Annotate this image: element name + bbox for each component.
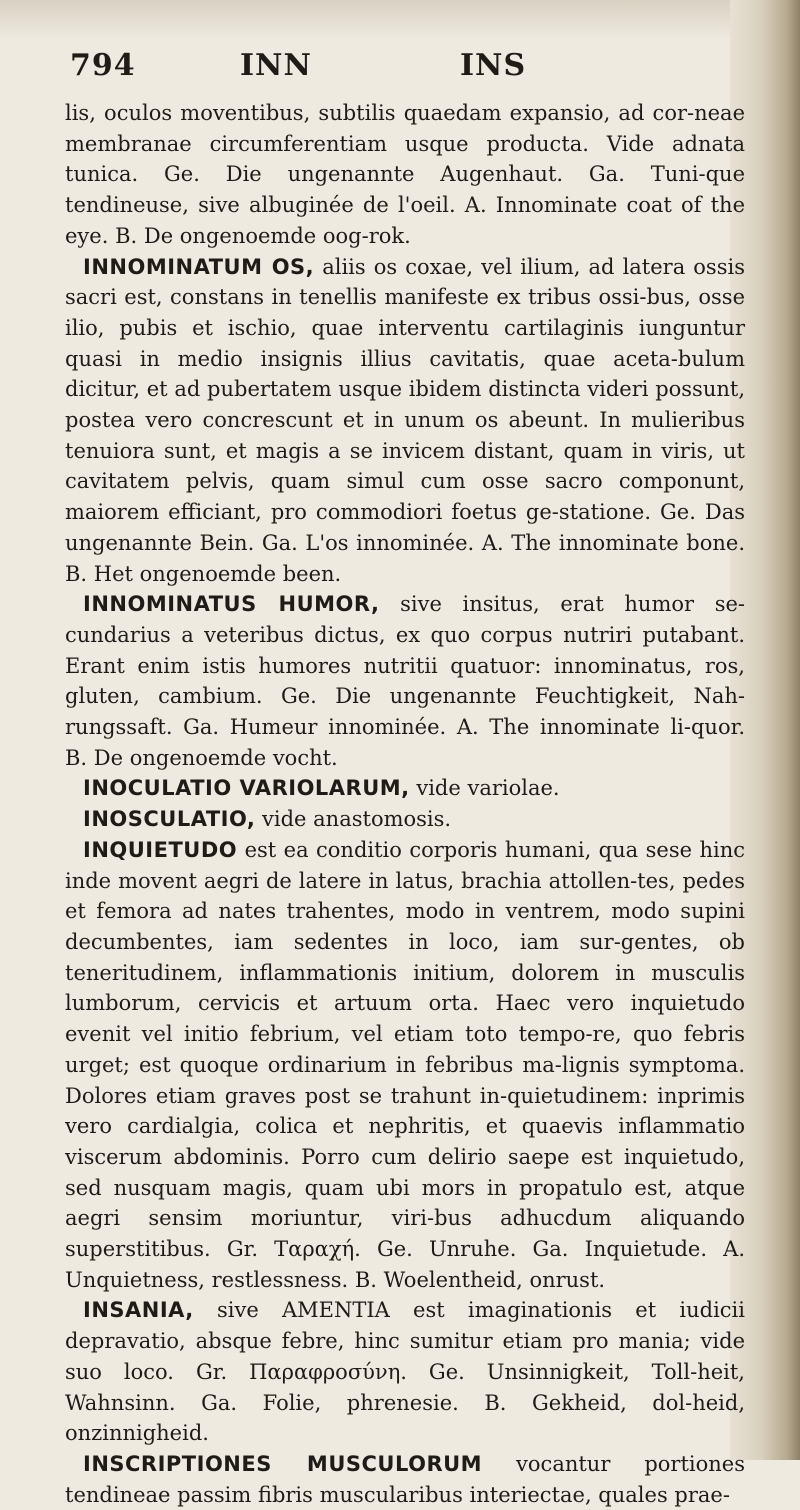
entry-headword: INSANIA, [83,1298,194,1323]
entry-headword: INNOMINATUM OS, [83,254,315,279]
entry-inosculatio [65,804,745,835]
entry-inquietudo [65,835,745,1296]
entry-continuation [65,98,745,252]
entry-text: vide variolae. [416,776,560,801]
page-top-shadow [0,0,800,40]
page-number: 794 [70,48,136,83]
entry-innominatum-os [65,252,745,590]
entry-text: lis, oculos moventibus, subtilis quaedam expansio, ad cor-neae membranae circumferentiam usque producta. Vide adnata tunica. Ge. Die ungenannte Augenhaut. Ga. Tuni-que tendineuse, sive albuginée de l'oeil. A. Innominate coat of the eye. B. De ongenoemde oog-rok. [65,101,745,248]
entry-text: est ea conditio corporis humani, qua sese hinc inde movent aegri de latere in latus, brachia attollen-tes, pedes et femora ad nates trahentes, modo in ventrem, modo supini decumbentes, iam sedentes in loco, iam sur-gentes, ob teneritudinem, inflammationis initium, dolorem in musculis lumborum, cervicis et artuum orta. Haec vero inquietudo evenit vel initio febrium, vel etiam toto tempo-re, quo febris urget; est quoque ordinarium in febribus ma-lignis symptoma. Dolores etiam graves post se trahunt in-quietudinem: inprimis vero cardialgia, colica et nephritis, et quaevis inflammatio viscerum abdominis. Porro cum delirio saepe est inquietudo, sed nusquam magis, quam ubi mors in propatulo est, atque aegri sensim moriuntur, viri-bus adhucdum aliquando superstitibus. Gr. Ταραχή. Ge. Unruhe. Ga. Inquietude. A. Unquietness, restlessness. B. Woelentheid, onrust. [65,837,745,1292]
dictionary-column [65,98,745,1510]
entry-text: aliis os coxae, vel ilium, ad latera ossis sacri est, constans in tenellis manifeste ex tribus ossi-bus, osse ilio, pubis et ischio, quae interventu cartilaginis iunguntur quasi in medio insignis illius cavitatis, quae aceta-bulum dicitur, et ad pubertatem usque ibidem distincta videri possunt, postea vero concrescunt et in unum os abeunt. In mulieribus tenuiora sunt, et magis a se invicem distant, quam in viris, ut cavitatem pelvis, quam simul cum osse sacro componunt, maiorem efficiant, pro commodiori foetus ge-statione. Ge. Das ungenannte Bein. Ga. L'os innominée. A. The innominate bone. B. Het ongenoemde been. [65,254,745,586]
guide-word-right: INS [460,48,527,83]
entry-headword: INOCULATIO VARIOLARUM, [83,776,410,801]
entry-innominatus-humor [65,589,745,773]
entry-headword: INNOMINATUS HUMOR, [83,592,380,617]
entry-inoculatio [65,773,745,804]
running-header [70,48,730,98]
guide-word-left: INN [240,48,312,83]
entry-text: sive AMENTIA est imaginationis et iudicii depravatio, absque febre, hinc sumitur etiam pro mania; vide suo loco. Gr. Παραφροσύνη. Ge. Unsinnigkeit, Toll-heit, Wahnsinn. Ga. Folie, phrenesie. B. Gekheid, dol-heid, onzinnigheid. [65,1298,745,1446]
entry-inscriptiones [65,1449,745,1510]
entry-headword: INSCRIPTIONES MUSCULORUM [83,1451,483,1476]
entry-text: vocantur portiones tendineae passim fibris muscularibus interiectae, quales prae- [65,1451,745,1507]
entry-text: sive insitus, erat humor se-cundarius a veteribus dictus, ex quo corpus nutriri putabant. Erant enim istis humores nutritii quatuor: innominatus, ros, gluten, cambium. Ge. Die ungenannte Feuchtigkeit, Nah-rungssaft. Ga. Humeur innominée. A. The innominate li-quor. B. De ongenoemde vocht. [65,592,745,770]
entry-text: vide anastomosis. [262,807,452,832]
entry-insania [65,1295,745,1449]
entry-headword: INQUIETUDO [83,837,238,862]
entry-headword: INOSCULATIO, [83,807,256,832]
